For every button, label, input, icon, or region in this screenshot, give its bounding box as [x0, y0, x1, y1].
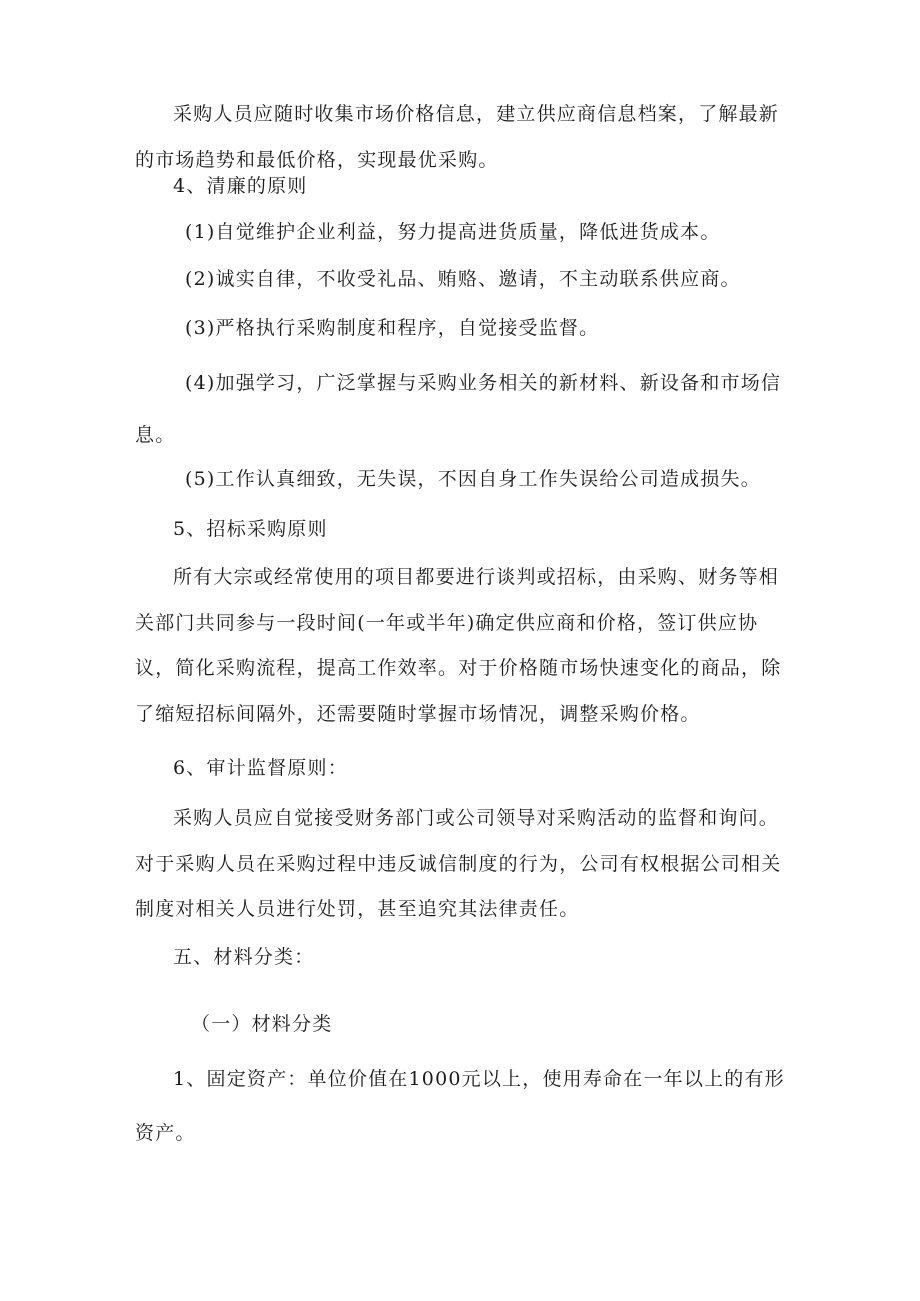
list-item-3: (3)严格执行采购制度和程序，自觉接受监督。 [185, 317, 600, 339]
heading-integrity-principle: 4、清廉的原则 [173, 175, 308, 197]
heading-tender-principle: 5、招标采购原则 [173, 518, 328, 540]
heading-material-classification: 五、材料分类： [173, 946, 315, 968]
heading-audit-principle: 6、审计监督原则： [173, 757, 348, 779]
paragraph-fixed-assets: 1、固定资产：单位价值在1000元以上，使用寿命在一年以上的有形资产。 [135, 1068, 785, 1144]
list-item-1: (1)自觉维护企业利益，努力提高进货质量，降低进货成本。 [185, 221, 721, 243]
list-item-4: (4)加强学习，广泛掌握与采购业务相关的新材料、新设备和市场信息。 [135, 372, 782, 446]
paragraph-audit-supervision: 采购人员应自觉接受财务部门或公司领导对采购活动的监督和询问。对于采购人员在采购过程中违反诚信制度的行为，公司有权根据公司相关制度对相关人员进行处罚，甚至追究其法律责任。 [135, 807, 782, 920]
paragraph-tender-procurement: 所有大宗或经常使用的项目都要进行谈判或招标，由采购、财务等相关部门共同参与一段时间(一年或半年)确定供应商和价格，签订供应协议，简化采购流程，提高工作效率。对于价格随市场快速变化的商品，除了缩短招标间隔外，还需要随时掌握市场情况，调整采购价格。 [135, 566, 782, 725]
subheading-material-classification: （一）材料分类 [191, 1013, 333, 1035]
paragraph-supplier-info: 采购人员应随时收集市场价格信息，建立供应商信息档案，了解最新的市场趋势和最低价格，实现最优采购。 [135, 103, 780, 171]
list-item-5: (5)工作认真细致，无失误，不因自身工作失误给公司造成损失。 [185, 468, 761, 490]
list-item-2: (2)诚实自律，不收受礼品、贿赂、邀请，不主动联系供应商。 [185, 268, 741, 290]
